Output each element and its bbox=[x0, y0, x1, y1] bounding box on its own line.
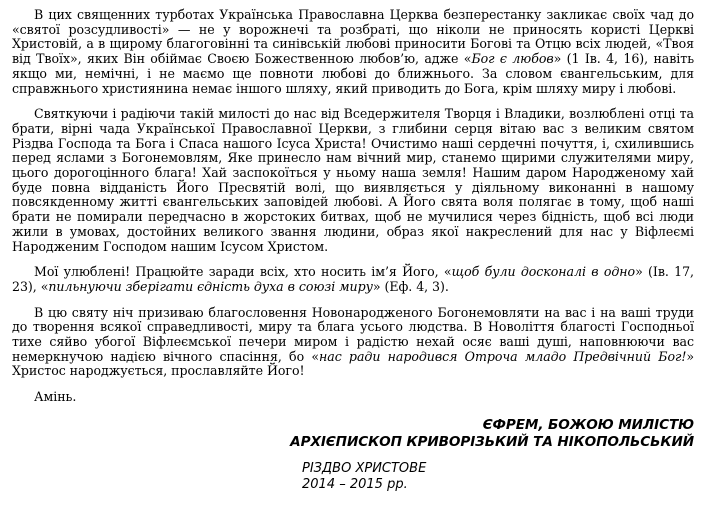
quote-unity-of-spirit: пильнуючи зберігати єдність духа в союзі миру bbox=[48, 278, 373, 294]
paragraph-3-text-b: » (Ів. 17, 23), « bbox=[12, 264, 694, 294]
date-feast: РІЗДВО ХРИСТОВЕ bbox=[302, 460, 427, 476]
paragraph-3-text-a: Мої улюблені! Працюйте заради всіх, хто носить ім’я Його, « bbox=[34, 264, 452, 280]
quote-eternal-god: нас ради народився Отроча младо Предвічний Бог! bbox=[319, 348, 687, 364]
signature-title: АРХІЄПИСКОП КРИВОРІЗЬКИЙ ТА НІКОПОЛЬСЬКИЙ bbox=[290, 433, 694, 450]
date-block bbox=[302, 461, 694, 493]
paragraph-2 bbox=[12, 107, 694, 254]
paragraph-3 bbox=[12, 265, 694, 294]
date-years: 2014 – 2015 рр. bbox=[302, 476, 408, 492]
paragraph-4 bbox=[12, 306, 694, 380]
paragraph-1 bbox=[12, 8, 694, 96]
paragraph-4-text-b: » Христос народжується, прославляйте Його! bbox=[12, 348, 694, 379]
paragraph-3-text-c: » (Еф. 4, 3). bbox=[372, 278, 449, 294]
paragraph-2-text: Святкуючи і радіючи такій милості до нас від Вседержителя Творця і Владики, возлюблені отці та брати, вірні чада Української Православної Церкви, з глибини серця вітаю вас з великим святом Різдва Господа та Бога і Спаса нашого Ісуса Христа! Очистимо наші сердечні почуття, і, схилившись перед яслами з Богонемовлям, Яке принесло нам вічний мир, станемо щирими служителями миру, цього дорогоцінного блага! Хай заспокоїться у ньому наша земля! Нашим даром Народженому хай буде повна відданість Його Пресвятій волі, що виявляється у діяльному виконанні в нашому повсякденному житті євангельських заповідей любові. А Його свята воля полягає в тому, щоб наші брати не помирали передчасно в жорстоких битвах, щоб не мучилися через бідність, щоб всі люди жили в умовах, достойних великого звання людини, образ якої накреслений для нас у Віфлеємі Народженим Господом нашим Ісусом Христом. bbox=[12, 106, 694, 254]
paragraph-1-text-a: В цих священних турботах Українська Православна Церква безперестанку закликає своїх чад до «святої розсудливості» — не у ворожнечі та розбраті, що ніколи не приносять користі Церкві Христовій, а в щирому благоговінні та синівській любові приносити Богові та Отцю всіх людей, «Твоя від Твоїх», яких Він обіймає Своєю Божественною любов’ю, адже « bbox=[12, 7, 694, 67]
quote-god-is-love: Бог є любов bbox=[471, 51, 554, 67]
amen: Амінь. bbox=[34, 389, 77, 405]
paragraph-4-text-a: В цю святу ніч призиваю благословення Новонародженого Богонемовляти на вас і на ваші труди до творення всякої справедливості, миру та блага усього людства. В Новоліття благості Господньої тихе сяйво убогої Віфлеємської печери миром і радістю нехай осяє ваші душі, наповнюючи вас немеркнучою надією вічного спасіння, бо « bbox=[12, 304, 694, 364]
signature-name: ЄФРЕМ, БОЖОЮ МИЛІСТЮ bbox=[482, 416, 694, 433]
paragraph-1-text-b: » (1 Ів. 4, 16), навіть якщо ми, немічні, і не маємо ще повноти любові до ближнього. За словом євангельським, для справжнього християнина немає іншого шляху, який приводить до Бога, крім шляху миру і любові. bbox=[12, 51, 694, 96]
quote-perfect-in-one: щоб були досконалі в одно bbox=[451, 264, 636, 280]
